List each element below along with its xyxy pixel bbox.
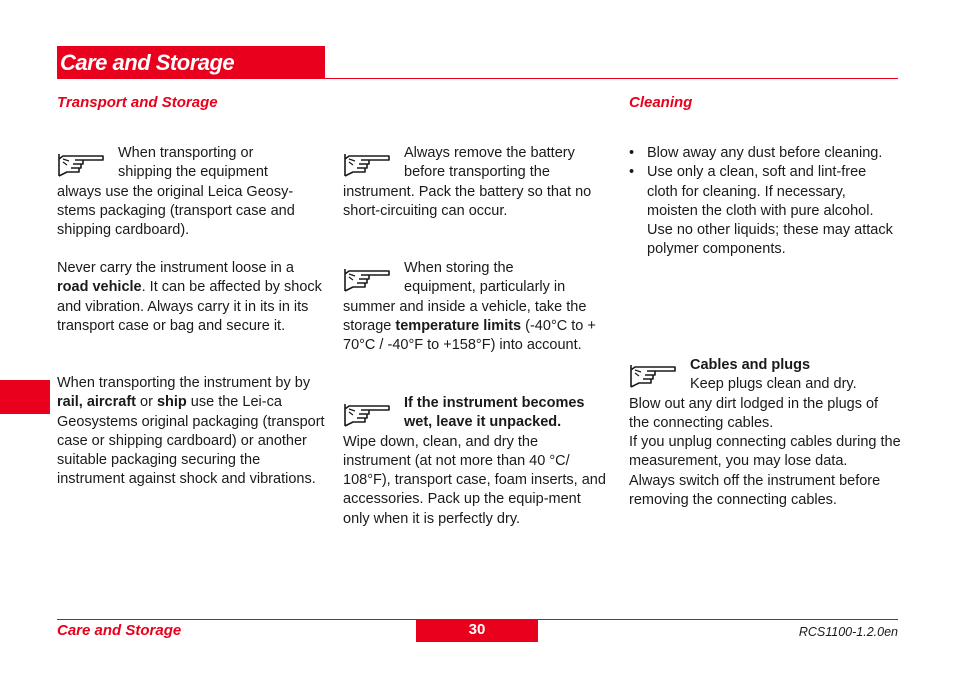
text-span: Never carry the instrument loose in a [57, 260, 294, 276]
list-item-text: Use only a clean, soft and lint-free cloth for cleaning. If necessary, moisten the cloth with pure alcohol. [647, 164, 874, 219]
text-para: Blow out any dirt lodged in the plugs of the connecting cables. [629, 395, 879, 431]
col1-para2 [57, 259, 327, 336]
text-span: When transporting the instrument by by [57, 375, 311, 391]
chapter-tab [0, 380, 50, 414]
text-line: Always remove the battery [404, 145, 575, 161]
col1-para3 [57, 374, 327, 490]
col2-note1 [343, 144, 609, 221]
text-para: Always switch off the instrument before removing the connecting cables. [629, 472, 881, 509]
col3-cables [629, 356, 901, 510]
text-line-bold: Cables and plugs [690, 357, 811, 373]
text-para: always use the original Leica Geosy-stems packaging (transport case and shipping cardboard). [57, 183, 295, 239]
bullet: • [629, 145, 635, 161]
text-line: shipping the equipment [118, 164, 268, 181]
text-span: use the Lei-ca Geosystems original packaging (transport case or shipping cardboard) or another suitable packaging securing the instrument against shock and vibrations. [57, 394, 325, 488]
pointing-hand-icon [343, 150, 391, 178]
text-span: (-40°C to + 70°C / -40°F to +158°F) into account. [343, 317, 596, 354]
heading-transport: Transport and Storage [57, 94, 218, 111]
pointing-hand-icon [629, 361, 677, 389]
text-para: instrument. Pack the battery so that no short-circuiting can occur. [343, 183, 592, 219]
text-line: When transporting or [118, 145, 254, 161]
text-line-bold: wet, leave it unpacked. [404, 414, 562, 431]
header-rule [57, 78, 898, 79]
text-para [343, 298, 609, 356]
col1-note1 [57, 144, 327, 240]
col2-note2 [343, 259, 609, 355]
page-number: 30 [468, 621, 486, 638]
page-title: Care and Storage [60, 50, 235, 75]
text-span: . It can be affected by shock and vibration. Always carry it in its in its transport case or bag and secure it. [57, 279, 322, 334]
text-line-bold: If the instrument becomes [404, 395, 585, 411]
text-line: When storing the [404, 260, 514, 276]
col2-note3 [343, 394, 609, 529]
cleaning-list [629, 144, 899, 260]
text-bold: rail, aircraft [57, 394, 136, 411]
footer-doc-id: RCS1100-1.2.0en [798, 625, 898, 639]
pointing-hand-icon [343, 265, 391, 293]
text-bold: ship [156, 394, 187, 411]
list-item-text: Use no other liquids; these may attack polymer components. [647, 222, 893, 258]
list-item [629, 144, 899, 163]
pointing-hand-icon [343, 400, 391, 428]
text-line: equipment, particularly in [404, 279, 566, 296]
text-line: Keep plugs clean and dry. [690, 376, 857, 393]
list-item [629, 163, 899, 259]
pointing-hand-icon [57, 150, 105, 178]
text-para: Wipe down, clean, and dry the instrument (at not more than 40 °C/ 108°F), transport case, foam inserts, and accessories. Pack up the equip-ment only when it is perfectly dry. [343, 433, 606, 527]
footer-chapter: Care and Storage [57, 622, 182, 639]
text-para: If you unplug connecting cables during the measurement, you may lose data. [629, 434, 901, 470]
text-span: summer and inside a vehicle, take the storage [343, 298, 587, 334]
list-item-text: Blow away any dust before cleaning. [647, 145, 883, 161]
text-bold: road vehicle [57, 279, 142, 296]
heading-cleaning: Cleaning [629, 94, 693, 111]
bullet: • [629, 164, 635, 181]
text-bold: temperature limits [395, 317, 522, 334]
text-span: or [136, 394, 157, 411]
text-line: before transporting the [404, 164, 550, 181]
